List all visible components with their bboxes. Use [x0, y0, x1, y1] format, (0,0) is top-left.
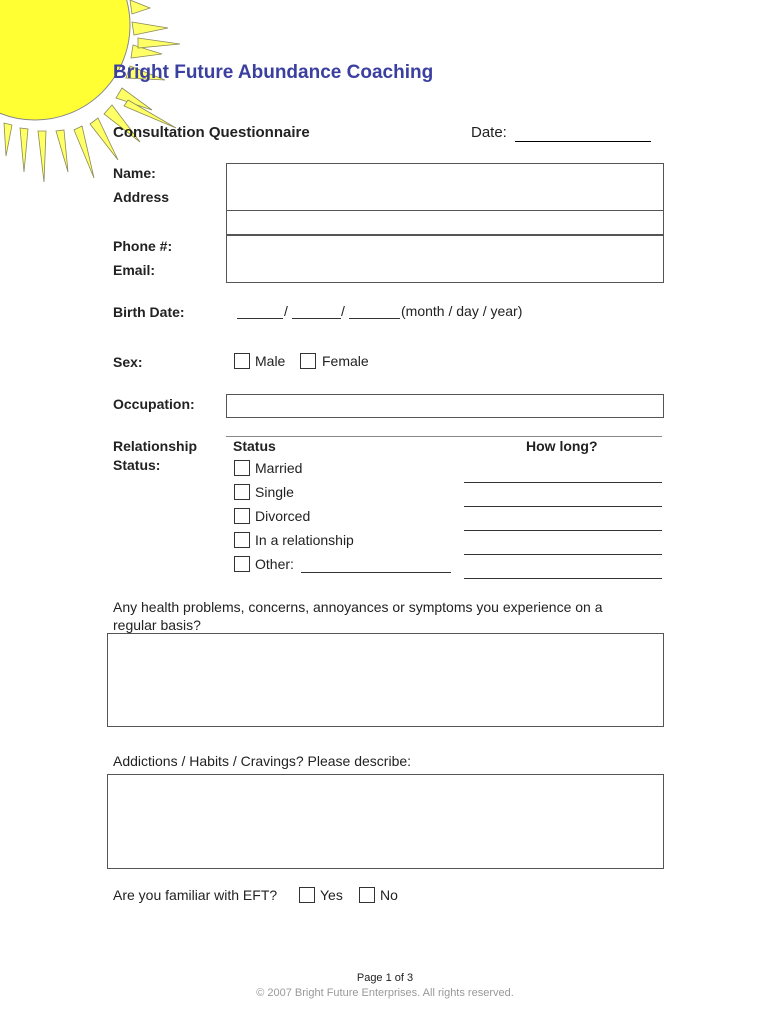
how-long-relationship-line[interactable] [464, 554, 662, 555]
single-label: Single [255, 484, 294, 500]
date-label: Date: [471, 124, 507, 141]
male-label: Male [255, 353, 286, 369]
phone-label: Phone #: [113, 238, 173, 254]
divorced-label: Divorced [255, 508, 311, 524]
sun-logo-icon [0, 0, 190, 195]
birth-format-hint: (month / day / year) [401, 303, 523, 319]
status-header: Status [233, 438, 276, 454]
in-relationship-label: In a relationship [255, 532, 354, 548]
email-input[interactable] [226, 259, 664, 283]
how-long-other-line[interactable] [464, 578, 662, 579]
how-long-single-line[interactable] [464, 506, 662, 507]
health-textarea[interactable] [107, 633, 664, 727]
date-field-line[interactable] [515, 141, 651, 142]
page-number: Page 1 of 3 [356, 972, 414, 984]
divorced-checkbox[interactable] [234, 508, 250, 524]
sex-label: Sex: [113, 354, 143, 370]
married-checkbox[interactable] [234, 460, 250, 476]
phone-input[interactable] [226, 235, 664, 260]
address-label: Address [113, 189, 170, 205]
female-label: Female [322, 353, 369, 369]
how-long-married-line[interactable] [464, 482, 662, 483]
eft-no-checkbox[interactable] [359, 887, 375, 903]
copyright-notice: © 2007 Bright Future Enterprises. All rights reserved. [256, 987, 514, 999]
addictions-textarea[interactable] [107, 774, 664, 869]
birth-slash-1: / [284, 303, 288, 319]
in-relationship-checkbox[interactable] [234, 532, 250, 548]
birth-date-label: Birth Date: [113, 304, 185, 320]
eft-yes-checkbox[interactable] [299, 887, 315, 903]
married-label: Married [255, 460, 303, 476]
relationship-label-line1: Relationship [113, 438, 198, 454]
email-label: Email: [113, 262, 156, 278]
single-checkbox[interactable] [234, 484, 250, 500]
other-label: Other: [255, 556, 294, 572]
relationship-label-line2: Status: [113, 457, 161, 473]
occupation-input[interactable] [226, 394, 664, 418]
address-input-line2[interactable] [226, 211, 664, 235]
how-long-header: How long? [526, 438, 598, 454]
company-title: Bright Future Abundance Coaching [113, 62, 434, 83]
birth-year-field[interactable] [349, 318, 400, 319]
eft-no-label: No [380, 887, 398, 903]
other-checkbox[interactable] [234, 556, 250, 572]
health-question-line2: regular basis? [113, 617, 201, 633]
birth-month-field[interactable] [237, 318, 283, 319]
birth-day-field[interactable] [292, 318, 341, 319]
address-input-line1[interactable] [226, 187, 664, 211]
eft-yes-label: Yes [320, 887, 343, 903]
form-title: Consultation Questionnaire [113, 124, 310, 141]
occupation-label: Occupation: [113, 396, 195, 412]
female-checkbox[interactable] [300, 353, 316, 369]
birth-slash-2: / [341, 303, 345, 319]
how-long-divorced-line[interactable] [464, 530, 662, 531]
name-label: Name: [113, 165, 156, 181]
addictions-question: Addictions / Habits / Cravings? Please describe: [113, 753, 412, 769]
other-specify-line[interactable] [301, 572, 451, 573]
health-question-line1: Any health problems, concerns, annoyances or symptoms you experience on a [113, 599, 603, 615]
name-input[interactable] [226, 163, 664, 188]
eft-question: Are you familiar with EFT? [113, 887, 278, 903]
relationship-divider [226, 436, 662, 437]
male-checkbox[interactable] [234, 353, 250, 369]
